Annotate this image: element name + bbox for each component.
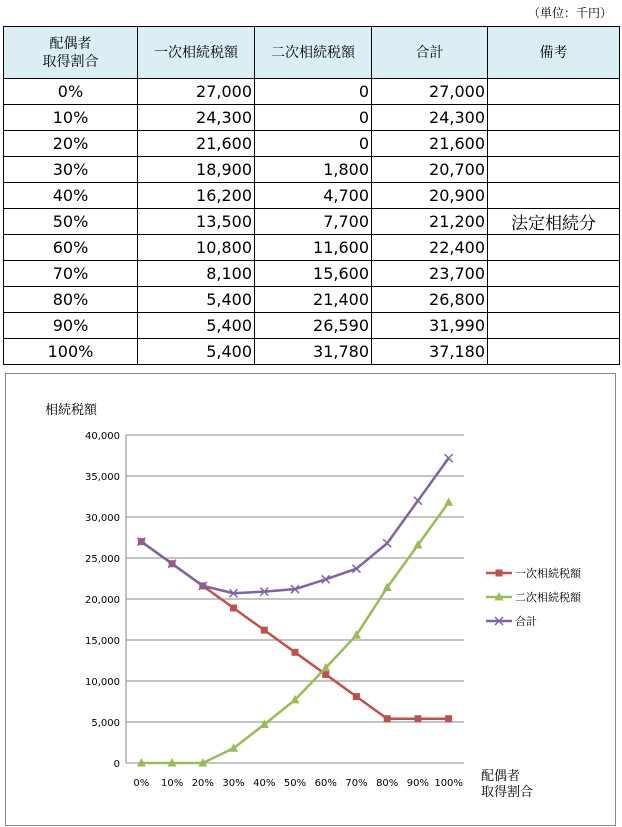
cell-second-tax: 1,800 <box>255 157 372 183</box>
cell-first-tax: 27,000 <box>138 79 255 105</box>
cell-notes <box>488 261 620 287</box>
cell-total: 23,700 <box>372 261 488 287</box>
table-row <box>4 313 620 339</box>
cell-ratio: 80% <box>4 287 138 313</box>
data-point <box>414 715 421 722</box>
legend-label: 二次相続税額 <box>515 591 581 604</box>
cell-notes <box>488 183 620 209</box>
table-row <box>4 157 620 183</box>
cell-notes <box>488 339 620 365</box>
cell-notes <box>488 235 620 261</box>
x-tick-label: 0% <box>133 778 150 789</box>
cell-first-tax: 5,400 <box>138 313 255 339</box>
x-axis-title: 配偶者取得割合 <box>481 769 534 800</box>
cell-first-tax: 21,600 <box>138 131 255 157</box>
cell-ratio: 50% <box>4 209 138 235</box>
table-row <box>4 287 620 313</box>
table-row <box>4 131 620 157</box>
cell-ratio: 30% <box>4 157 138 183</box>
x-tick-label: 30% <box>222 778 245 789</box>
cell-ratio: 20% <box>4 131 138 157</box>
cell-first-tax: 8,100 <box>138 261 255 287</box>
cell-first-tax: 13,500 <box>138 209 255 235</box>
line-chart <box>6 374 615 825</box>
header-notes: 備考 <box>488 27 620 79</box>
x-tick-label: 10% <box>160 778 184 789</box>
cell-notes <box>488 157 620 183</box>
legend-label: 一次相続税額 <box>515 567 581 580</box>
cell-total: 26,800 <box>372 287 488 313</box>
cell-total: 20,700 <box>372 157 488 183</box>
data-point <box>383 539 391 547</box>
data-point <box>292 649 299 656</box>
chart-area <box>5 373 616 826</box>
table-row <box>4 339 620 365</box>
cell-second-tax: 26,590 <box>255 313 372 339</box>
table-row <box>4 105 620 131</box>
header-first-tax: 一次相続税額 <box>138 27 255 79</box>
y-tick-label: 5,000 <box>91 718 120 729</box>
cell-notes <box>488 79 620 105</box>
y-tick-label: 35,000 <box>85 472 120 483</box>
cell-first-tax: 5,400 <box>138 287 255 313</box>
data-point <box>445 715 452 722</box>
table-row <box>4 261 620 287</box>
header-total: 合計 <box>372 27 488 79</box>
data-point <box>444 497 453 506</box>
cell-total: 22,400 <box>372 235 488 261</box>
table-row <box>4 209 620 235</box>
header-ratio: 配偶者 取得割合 <box>4 27 138 79</box>
cell-total: 27,000 <box>372 79 488 105</box>
legend-marker <box>496 570 503 577</box>
table-header-row <box>4 27 620 79</box>
x-tick-label: 100% <box>434 778 463 789</box>
cell-first-tax: 18,900 <box>138 157 255 183</box>
data-point <box>384 715 391 722</box>
x-tick-label: 70% <box>345 778 368 789</box>
cell-total: 21,600 <box>372 131 488 157</box>
cell-notes: 法定相続分 <box>488 209 620 235</box>
y-axis-title: 相続税額 <box>45 403 98 418</box>
x-tick-label: 40% <box>253 778 276 789</box>
cell-ratio: 70% <box>4 261 138 287</box>
data-point <box>353 693 360 700</box>
cell-first-tax: 24,300 <box>138 105 255 131</box>
cell-second-tax: 0 <box>255 131 372 157</box>
legend-label: 合計 <box>515 615 537 628</box>
cell-first-tax: 10,800 <box>138 235 255 261</box>
cell-total: 24,300 <box>372 105 488 131</box>
cell-ratio: 90% <box>4 313 138 339</box>
table-row <box>4 183 620 209</box>
y-tick-label: 0 <box>113 759 120 770</box>
y-tick-label: 25,000 <box>85 554 120 565</box>
cell-notes <box>488 105 620 131</box>
header-second-tax: 二次相続税額 <box>255 27 372 79</box>
x-tick-label: 50% <box>283 778 307 789</box>
table-body <box>4 79 620 365</box>
cell-total: 37,180 <box>372 339 488 365</box>
cell-total: 21,200 <box>372 209 488 235</box>
cell-first-tax: 5,400 <box>138 339 255 365</box>
cell-ratio: 0% <box>4 79 138 105</box>
cell-second-tax: 0 <box>255 79 372 105</box>
table-row <box>4 79 620 105</box>
cell-total: 31,990 <box>372 313 488 339</box>
x-tick-label: 90% <box>406 778 430 789</box>
cell-notes <box>488 287 620 313</box>
cell-ratio: 100% <box>4 339 138 365</box>
cell-first-tax: 16,200 <box>138 183 255 209</box>
cell-second-tax: 7,700 <box>255 209 372 235</box>
tax-table <box>3 26 620 365</box>
cell-second-tax: 21,400 <box>255 287 372 313</box>
cell-notes <box>488 131 620 157</box>
cell-second-tax: 4,700 <box>255 183 372 209</box>
y-tick-label: 10,000 <box>85 677 120 688</box>
data-point <box>230 605 237 612</box>
cell-second-tax: 31,780 <box>255 339 372 365</box>
y-tick-label: 20,000 <box>85 595 120 606</box>
cell-total: 20,900 <box>372 183 488 209</box>
y-tick-label: 15,000 <box>85 636 120 647</box>
x-tick-label: 60% <box>314 778 337 789</box>
series-line <box>141 502 448 763</box>
y-tick-label: 40,000 <box>85 431 120 442</box>
cell-ratio: 40% <box>4 183 138 209</box>
x-tick-label: 80% <box>376 778 399 789</box>
cell-notes <box>488 313 620 339</box>
series-line <box>141 458 448 593</box>
data-point <box>261 627 268 634</box>
cell-second-tax: 11,600 <box>255 235 372 261</box>
data-point <box>445 454 453 462</box>
cell-second-tax: 15,600 <box>255 261 372 287</box>
x-tick-label: 20% <box>191 778 214 789</box>
cell-ratio: 10% <box>4 105 138 131</box>
unit-note: （単位：千円） <box>527 6 612 20</box>
y-tick-label: 30,000 <box>85 513 120 524</box>
cell-ratio: 60% <box>4 235 138 261</box>
data-point <box>414 497 422 505</box>
table-row <box>4 235 620 261</box>
cell-second-tax: 0 <box>255 105 372 131</box>
